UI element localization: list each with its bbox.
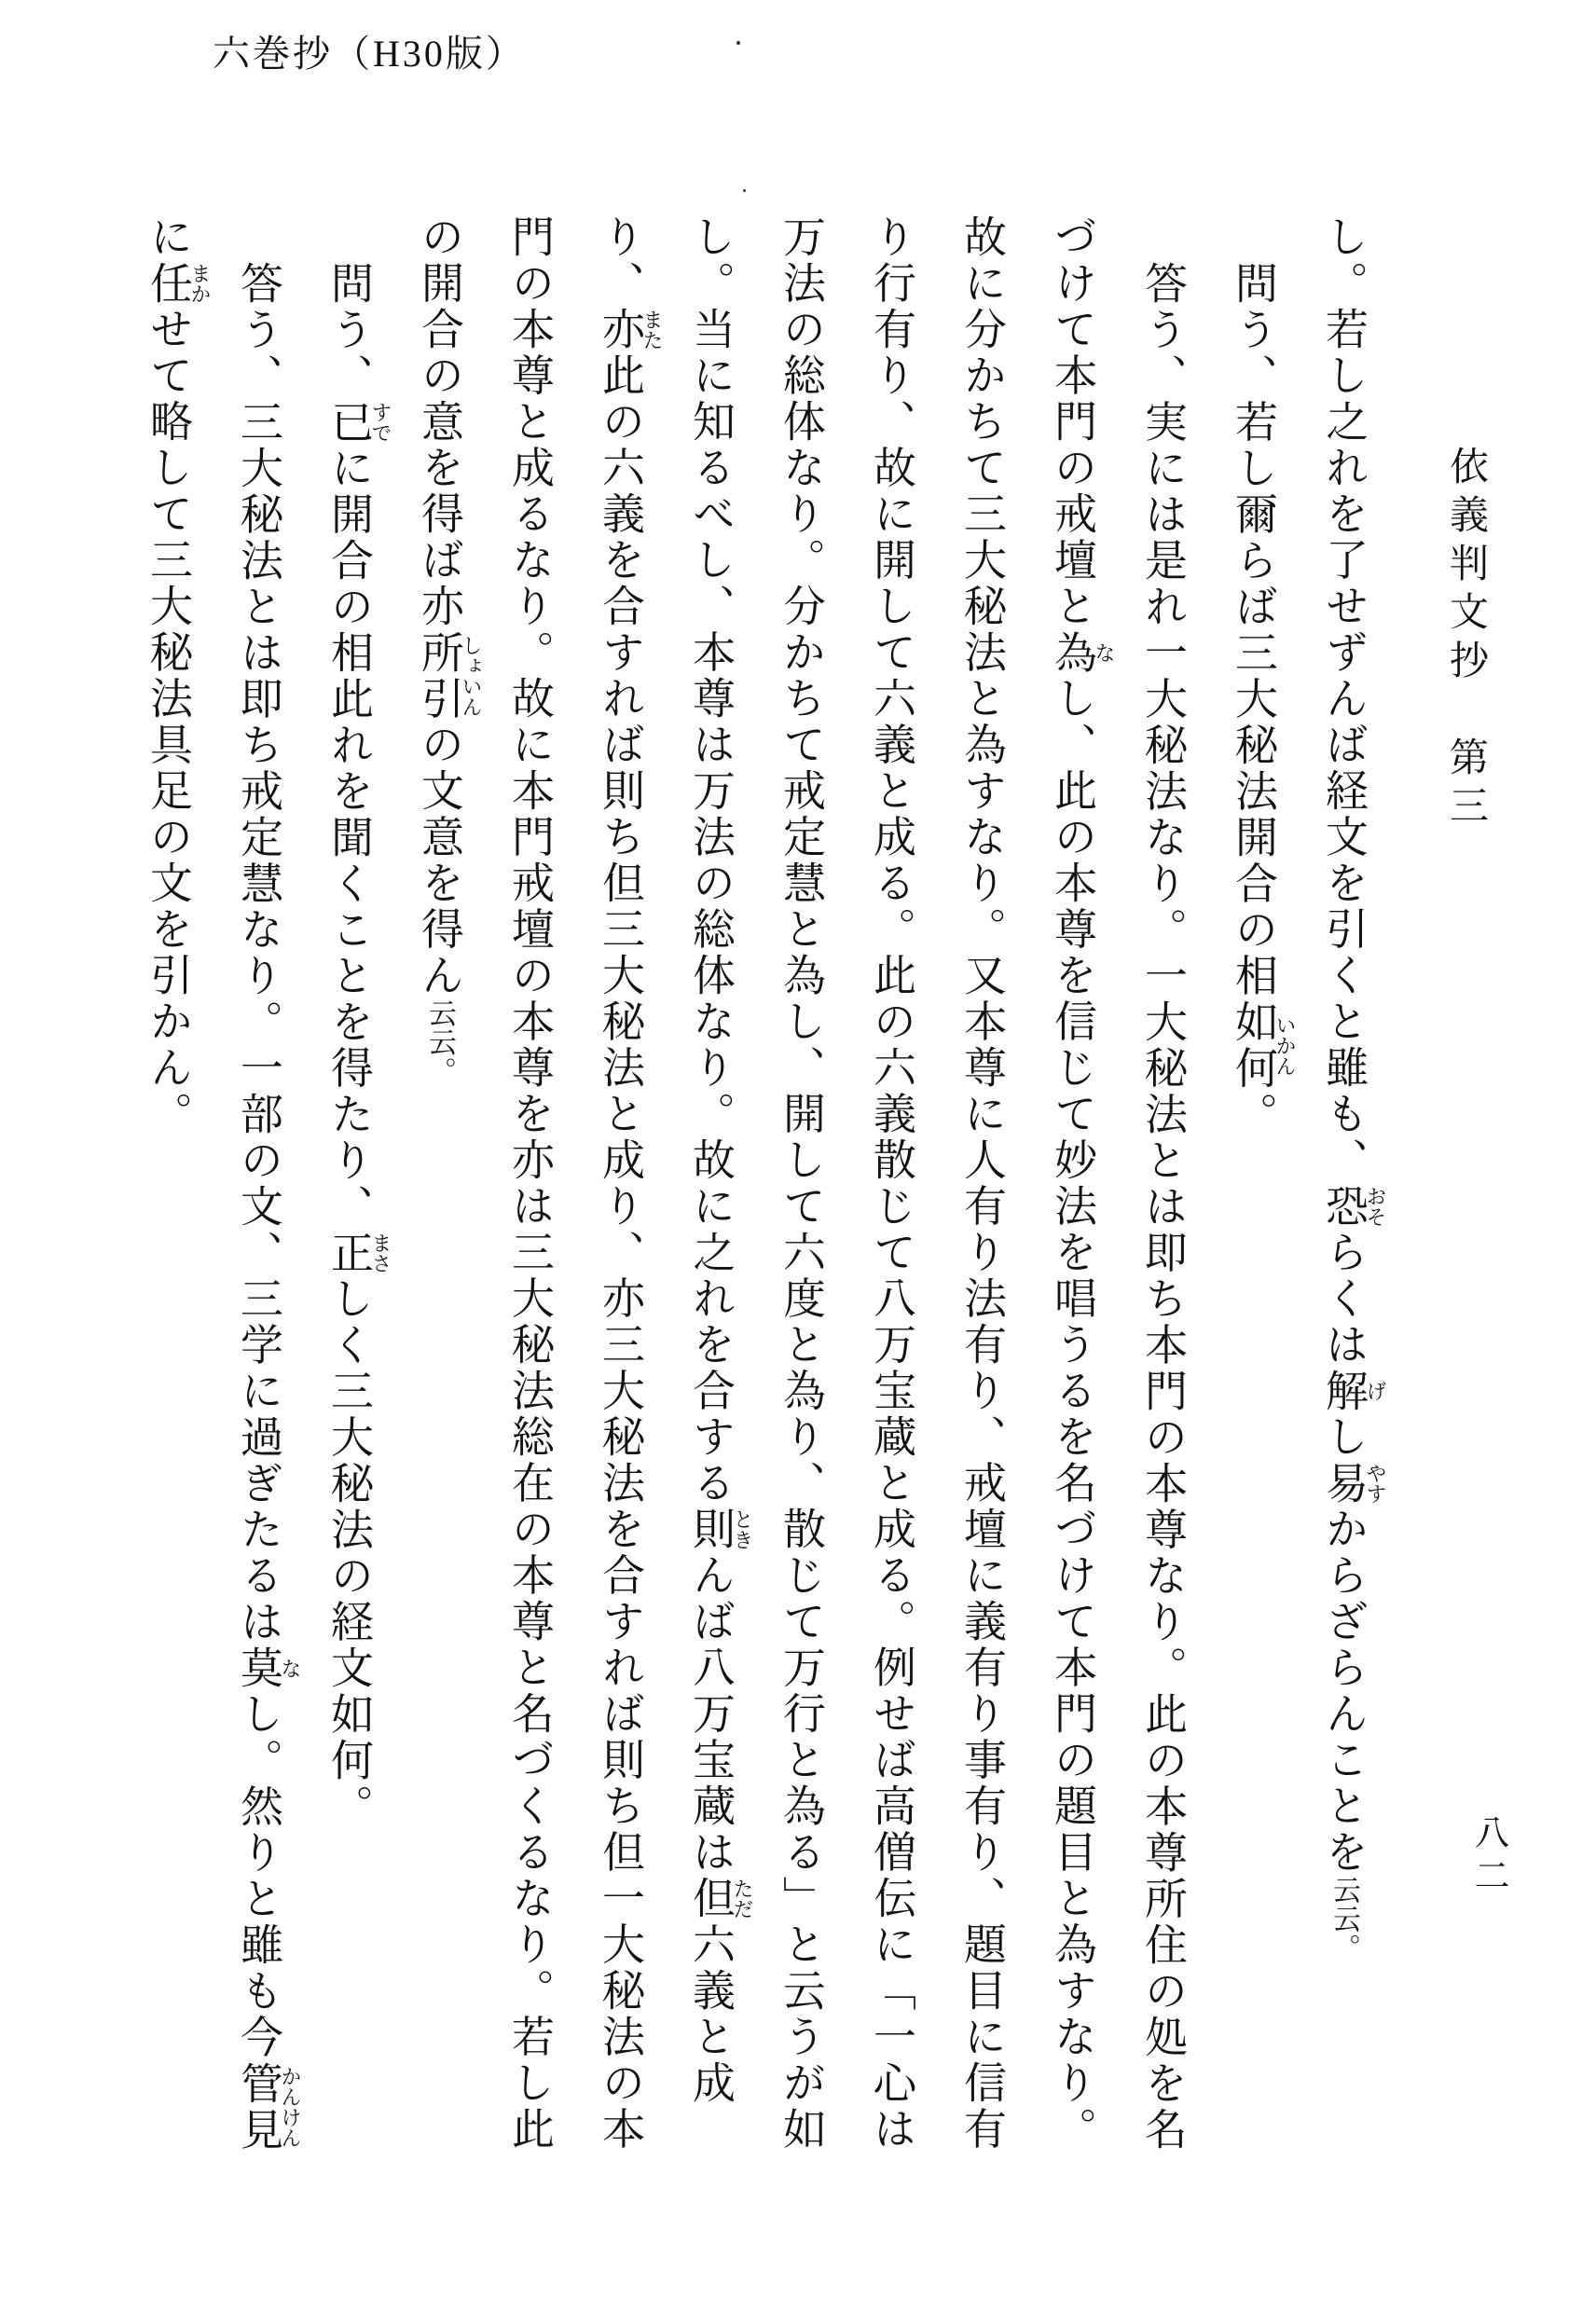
furigana: とき (731, 1507, 754, 1553)
body-text: からざらんことを (1320, 1507, 1368, 1876)
furigana: な (279, 1645, 302, 1692)
body-text: し (1320, 1414, 1368, 1461)
body-text: 六義と成り、 (597, 214, 735, 2107)
paragraph (1299, 214, 1389, 2154)
body-text: 問う、若し爾らば三大秘法開合の相 (1230, 261, 1277, 999)
furigana: すで (369, 399, 392, 446)
text-block (123, 214, 1389, 2154)
page-number: 八二 (1468, 1814, 1507, 1900)
ruby-annotated-text: 亦また (597, 307, 664, 353)
ruby-annotated-text: 管見かんけん (235, 2060, 302, 2154)
furigana: また (640, 307, 664, 353)
ruby-annotated-text: 所引しょいん (416, 629, 483, 722)
body-text: し。若し之れを了せずんば経文を引くと雖も、 (1320, 214, 1368, 1184)
furigana: ただ (731, 1876, 754, 1922)
paragraph (304, 214, 394, 2154)
ruby-annotated-text: 已すで (325, 399, 392, 446)
body-text: 答う、実には是れ一大秘法なり。一大秘法とは即ち本門の本尊なり。此の本尊所住の処を名づけて本門の戒壇と (1049, 214, 1187, 2154)
body-text: しく三大秘法の経文如何。 (325, 1276, 373, 1830)
body-text: の文意を得ん (416, 722, 463, 999)
furigana: まさ (369, 1230, 392, 1276)
ruby-annotated-text: 易やす (1320, 1460, 1387, 1507)
furigana: まか (188, 260, 212, 307)
body-text: し。然りと雖も今 (235, 1691, 282, 2061)
chapter-running-title: 依義判文抄 第三 (1444, 446, 1487, 833)
body-text: んば八万宝蔵は (687, 1552, 735, 1876)
furigana: しょいん (460, 629, 483, 722)
book-title-header: 六巻抄（H30版） (213, 33, 526, 75)
body-text: 此の六義を合すれば則ち但三大秘法と成り、亦三大秘法を合すれば則ち但一大秘法の本門の本尊と成るなり。故に本門戒壇の本尊を亦は三大秘法総在の本尊と名づくるなり。若し此の開合の意を得ば亦 (416, 214, 644, 2153)
body-text: し、此の本尊を信じて妙法を唱うるを名づけて本門の題目と為すなり。故に分かちて三大秘法と為すなり。又本尊に人有り法有り、戒壇に義有り事有り、題目に信有り行有り、故に開して六義と成る。此の六義散じて八万宝蔵と成る。例せば高僧伝に「一心は万法の総体なり。分かちて戒定慧と為し、開して六度と為り、散じて万行と為る」と云うが如し。当に知るべし、本尊は万法の総体なり。故に之れを合する (687, 214, 1096, 2153)
furigana: いかん (1273, 999, 1297, 1092)
body-text: に開合の相此れを聞くことを得たり、 (325, 446, 373, 1231)
ruby-annotated-text: 則とき (687, 1507, 754, 1553)
body-text: 答う、三大秘法とは即ち戒定慧なり。一部の文、三学に過ぎたるは (235, 261, 282, 1645)
body-text: に (144, 214, 192, 261)
body-text: 問う、 (325, 261, 373, 400)
scan-speck (743, 189, 746, 192)
furigana: かんけん (279, 2060, 302, 2154)
ruby-annotated-text: 為な (1049, 629, 1116, 676)
ruby-annotated-text: 但ただ (687, 1876, 754, 1922)
small-note-text: 云云。 (1328, 1876, 1359, 1962)
paragraph (1208, 214, 1299, 2154)
paragraph (394, 214, 1208, 2154)
body-text: せて略して三大秘法具足の文を引かん。 (144, 307, 192, 1137)
body-text: らくは (1320, 1230, 1368, 1369)
furigana: おそ (1364, 1183, 1387, 1230)
ruby-annotated-text: 任まか (144, 260, 212, 307)
scan-speck (736, 41, 740, 45)
furigana: やす (1364, 1460, 1387, 1507)
ruby-annotated-text: 解げ (1320, 1368, 1387, 1414)
body-text: 。 (1230, 1092, 1277, 1138)
ruby-annotated-text: 恐おそ (1320, 1183, 1387, 1230)
paragraph (123, 214, 304, 2154)
furigana: げ (1364, 1368, 1387, 1414)
ruby-annotated-text: 莫な (235, 1645, 302, 1692)
small-note-text: 云云。 (424, 998, 455, 1086)
ruby-annotated-text: 正まさ (325, 1230, 392, 1276)
furigana: な (1093, 629, 1116, 676)
ruby-annotated-text: 如何いかん (1230, 999, 1297, 1092)
